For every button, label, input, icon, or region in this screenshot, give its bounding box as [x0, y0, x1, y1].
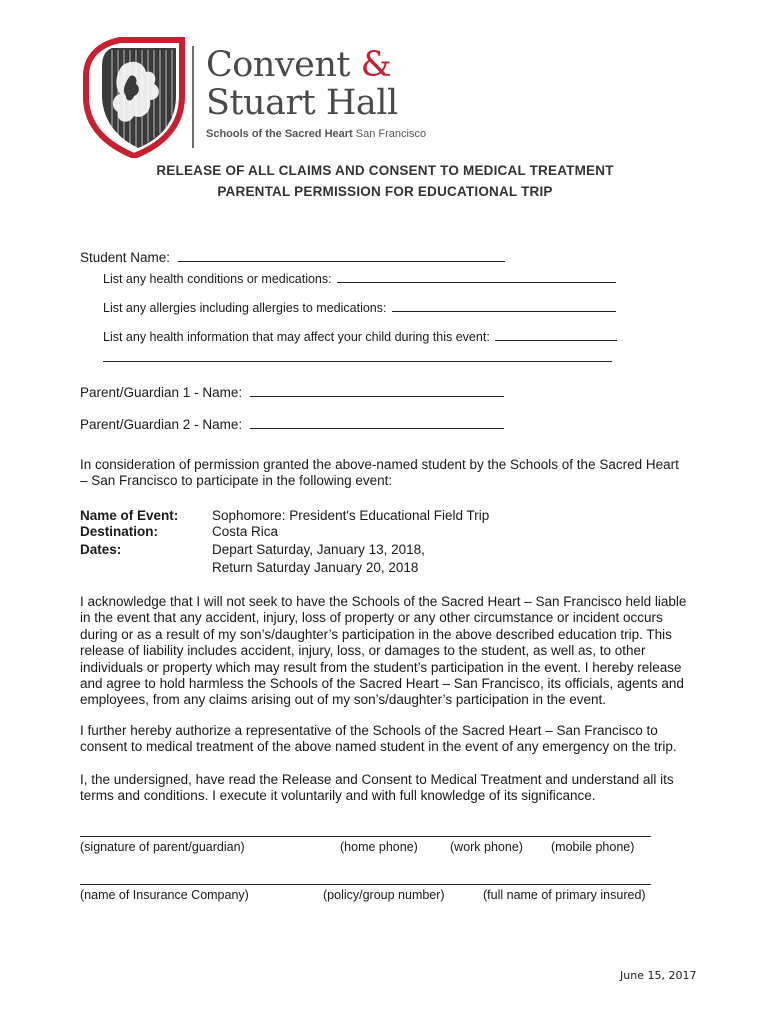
- allergies-field[interactable]: [392, 299, 616, 312]
- footer-date: June 15, 2017: [620, 969, 697, 982]
- guardian2-row: [80, 416, 504, 432]
- guardian1-row: [80, 384, 504, 400]
- authorize-paragraph: I further hereby authorize a representative of the Schools of the Sacred Heart – San Francisco to consent to medical treatment of the above named student in the event of any emergency on the trip.: [80, 723, 677, 755]
- allergies-row: [103, 299, 616, 315]
- health-info-label: List any health information that may affect your child during this event:: [103, 330, 490, 344]
- school-logo: [82, 36, 427, 158]
- return-date: Return Saturday January 20, 2018: [212, 560, 419, 575]
- insurance-caption: (name of Insurance Company): [80, 888, 249, 902]
- document-title: RELEASE OF ALL CLAIMS AND CONSENT TO MEDICAL TREATMENT: [156, 163, 614, 178]
- logo-sub-bold: Schools of the Sacred Heart: [206, 128, 353, 140]
- insured-caption: (full name of primary insured): [483, 888, 646, 902]
- destination-value: Costa Rica: [212, 524, 279, 539]
- health-info-row: [103, 328, 617, 344]
- signature-line[interactable]: [80, 836, 651, 837]
- undersigned-paragraph: I, the undersigned, have read the Release and Consent to Medical Treatment and understand all its terms and conditions. I execute it voluntarily and with full knowledge of its significance.: [80, 772, 674, 804]
- student-name-label: Student Name:: [80, 250, 171, 265]
- dates-label: Dates:: [80, 542, 122, 557]
- consideration-paragraph: In consideration of permission granted the above-named student by the Schools of the Sacred Heart – San Francisco to participate in the following event:: [80, 457, 679, 489]
- work-phone-caption: (work phone): [450, 840, 523, 854]
- health-conditions-field[interactable]: [337, 270, 616, 283]
- event-name-label: Name of Event:: [80, 508, 179, 523]
- home-phone-caption: (home phone): [340, 840, 418, 854]
- guardian1-field[interactable]: [250, 384, 504, 397]
- health-info-continuation-line[interactable]: [103, 361, 612, 362]
- allergies-label: List any allergies including allergies to medications:: [103, 301, 387, 315]
- logo-divider: [192, 46, 194, 148]
- acknowledge-paragraph: I acknowledge that I will not seek to have the Schools of the Sacred Heart – San Francisco held liable in the event that any accident, injury, loss of property or any other circumstance or incident occurs during or as a result of my son’s/daughter’s participation in the above described education trip. This release of liability includes accident, injury, loss, or damages to the student, as well as, to other individuals or property which may result from the student’s participation in the event. I hereby release and agree to hold harmless the Schools of the Sacred Heart – San Francisco, its officials, agents and employees, from any claims arising out of my son’s/daughter’s participation in the event.: [80, 594, 687, 708]
- signature-caption: (signature of parent/guardian): [80, 840, 245, 854]
- logo-sub-regular: San Francisco: [355, 128, 427, 140]
- student-name-field[interactable]: [178, 249, 505, 262]
- mobile-phone-caption: (mobile phone): [551, 840, 635, 854]
- insurance-line[interactable]: [80, 884, 651, 885]
- health-conditions-row: [103, 270, 616, 286]
- shield-crest-icon: [82, 36, 188, 158]
- logo-line2: Stuart Hall: [206, 83, 398, 123]
- logo-wordmark: [206, 46, 426, 140]
- guardian2-label: Parent/Guardian 2 - Name:: [80, 417, 243, 432]
- document-subtitle: PARENTAL PERMISSION FOR EDUCATIONAL TRIP: [217, 184, 553, 199]
- guardian1-label: Parent/Guardian 1 - Name:: [80, 385, 243, 400]
- logo-ampersand: &: [360, 45, 392, 85]
- event-name-value: Sophomore: President's Educational Field Trip: [212, 508, 490, 523]
- destination-label: Destination:: [80, 524, 159, 539]
- policy-caption: (policy/group number): [323, 888, 445, 902]
- health-info-field[interactable]: [495, 328, 617, 341]
- student-name-row: [80, 249, 505, 265]
- guardian2-field[interactable]: [250, 416, 504, 429]
- logo-line1: Convent: [206, 45, 350, 85]
- health-conditions-label: List any health conditions or medications:: [103, 272, 332, 286]
- depart-date: Depart Saturday, January 13, 2018,: [212, 542, 425, 557]
